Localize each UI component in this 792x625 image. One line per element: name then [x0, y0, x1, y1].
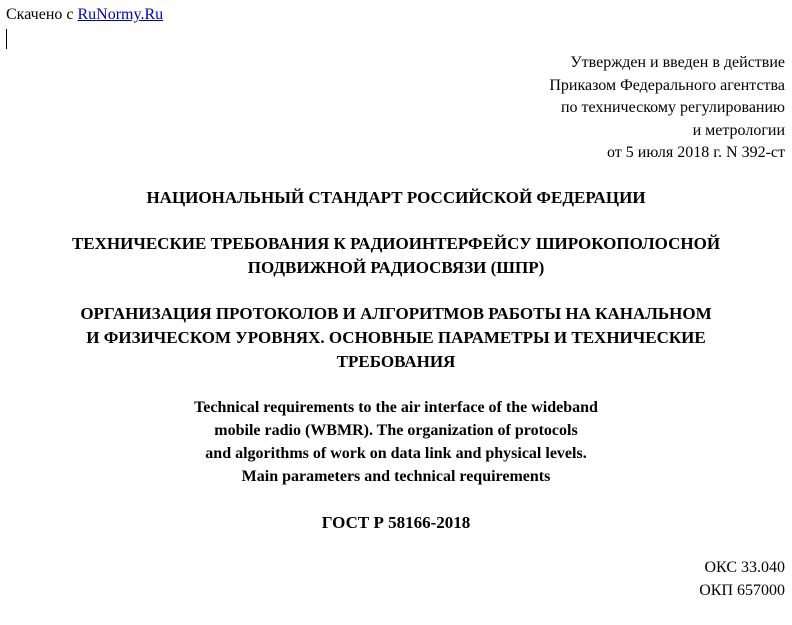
english-title-line: Technical requirements to the air interface of the wideband [194, 399, 598, 416]
standard-title-line: ТЕХНИЧЕСКИЕ ТРЕБОВАНИЯ К РАДИОИНТЕРФЕЙСУ ШИРОКОПОЛОСНОЙ [71, 234, 721, 253]
source-prefix: Скачено с [6, 6, 78, 23]
approval-line: от 5 июля 2018 г. N 392-ст [607, 144, 785, 161]
english-title-line: mobile radio (WBMR). The organization of protocols [214, 422, 578, 439]
source-link[interactable]: RuNormy.Ru [77, 6, 164, 23]
gost-number: ГОСТ Р 58166-2018 [321, 513, 471, 532]
standard-subtitle-line: ТРЕБОВАНИЯ [336, 352, 456, 371]
classification-codes [699, 556, 785, 602]
standard-title-line: ПОДВИЖНОЙ РАДИОСВЯЗИ (ШПР) [247, 258, 545, 277]
approval-line: по техническому регулированию [560, 99, 785, 116]
oks-code: ОКС 33.040 [704, 559, 785, 576]
text-cursor [6, 29, 7, 49]
english-title-line: Main parameters and technical requirements [241, 468, 551, 485]
approval-line: Утвержден и введен в действие [570, 54, 785, 71]
standard-subtitle-line: И ФИЗИЧЕСКОМ УРОВНЯХ. ОСНОВНЫЕ ПАРАМЕТРЫ И ТЕХНИЧЕСКИЕ [86, 328, 706, 347]
national-standard-heading: НАЦИОНАЛЬНЫЙ СТАНДАРТ РОССИЙСКОЙ ФЕДЕРАЦИИ [146, 188, 646, 207]
english-title [0, 396, 792, 488]
english-title-line: and algorithms of work on data link and physical levels. [205, 445, 587, 462]
standard-subtitle-line: ОРГАНИЗАЦИЯ ПРОТОКОЛОВ И АЛГОРИТМОВ РАБОТЫ НА КАНАЛЬНОМ [80, 304, 712, 323]
approval-block [549, 52, 785, 165]
standard-title [0, 232, 792, 280]
standard-subtitle [0, 302, 792, 374]
approval-line: и метрологии [692, 121, 785, 139]
source-line [6, 5, 163, 25]
okp-code: ОКП 657000 [699, 582, 785, 599]
approval-line: Приказом Федерального агентства [549, 76, 785, 94]
